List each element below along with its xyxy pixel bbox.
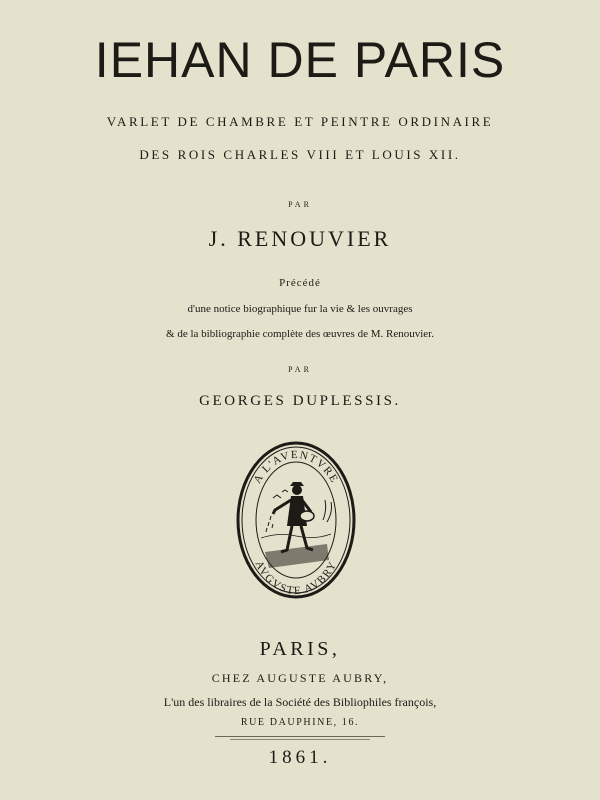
book-title: IEHAN DE PARIS: [94, 32, 506, 88]
imprint-rule-thick: [215, 736, 385, 737]
emblem-motto-bottom: AVGVSTE AVBRY: [252, 558, 340, 598]
subtitle-line-1: VARLET DE CHAMBRE ET PEINTRE ORDINAIRE: [106, 114, 494, 129]
preceded-label: Précédé: [279, 277, 321, 289]
by-label-1: PAR: [288, 200, 312, 209]
imprint-libraires-note: L'un des libraires de la Société des Bibliophiles françois,: [163, 695, 437, 709]
imprint-street: RUE DAUPHINE, 16.: [240, 717, 360, 728]
second-author-name: GEORGES DUPLESSIS.: [199, 393, 401, 409]
notice-line-1: d'une notice biographique fur la vie & les ouvrages: [187, 303, 413, 315]
by-label-2: PAR: [288, 365, 312, 374]
sower-emblem-icon: [235, 440, 357, 600]
imprint-city: PARIS,: [259, 638, 341, 660]
notice-line-2: & de la bibliographie complète des œuvres de M. Renouvier.: [166, 328, 434, 340]
imprint-year: 1861.: [268, 747, 332, 768]
imprint-rule-thin: [230, 739, 370, 740]
subtitle-line-2: DES ROIS CHARLES VIII ET LOUIS XII.: [139, 147, 461, 162]
author-name: J. RENOUVIER: [208, 226, 392, 251]
emblem-motto-top: A L'AVENTVRE: [251, 448, 341, 486]
imprint-publisher: CHEZ AUGUSTE AUBRY,: [211, 671, 389, 685]
